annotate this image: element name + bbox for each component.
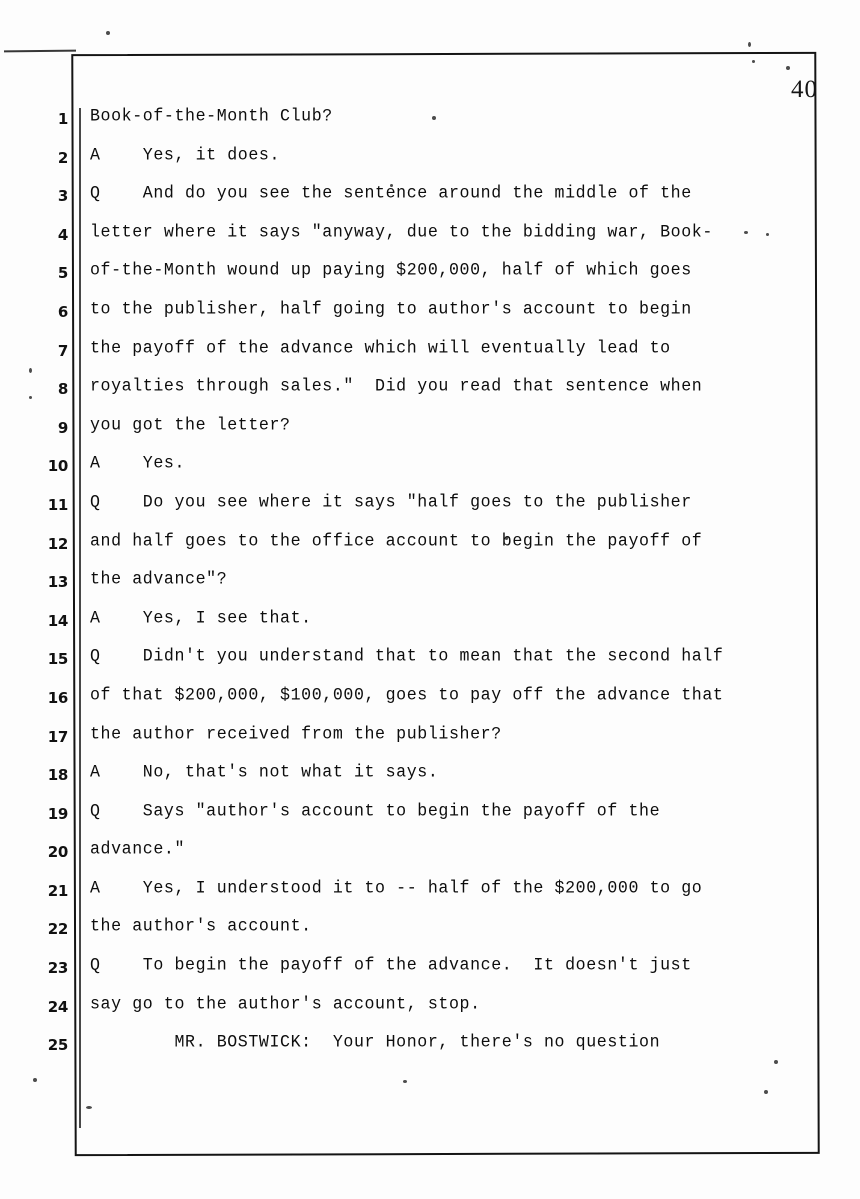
line-number: 21 <box>47 881 68 900</box>
transcript-line <box>0 104 860 143</box>
line-text: Q And do you see the sentence around the middle of the <box>90 183 692 203</box>
line-text: of that $200,000, $100,000, goes to pay off the advance that <box>90 684 724 705</box>
line-number: 16 <box>47 688 68 707</box>
transcript-line <box>0 914 860 953</box>
transcript-line <box>0 567 860 606</box>
page-number: 40 <box>791 76 818 103</box>
transcript-line <box>0 413 860 452</box>
transcript-body <box>0 104 860 1069</box>
scan-speck <box>33 1078 37 1082</box>
line-number: 22 <box>47 920 68 939</box>
transcript-line <box>0 683 860 722</box>
transcript-line <box>0 181 860 220</box>
line-number: 15 <box>47 650 68 669</box>
line-number: 20 <box>47 843 68 862</box>
transcript-line <box>0 258 860 297</box>
line-text: Book-of-the-Month Club? <box>90 106 333 126</box>
line-text: the payoff of the advance which will eventually lead to <box>90 337 671 358</box>
transcript-line <box>0 760 860 799</box>
line-text: Q To begin the payoff of the advance. It doesn't just <box>90 955 692 975</box>
line-text: say go to the author's account, stop. <box>90 993 481 1014</box>
line-number: 19 <box>47 804 68 823</box>
line-number: 8 <box>57 380 68 399</box>
line-text: A Yes, it does. <box>90 144 281 165</box>
line-number: 11 <box>47 495 68 514</box>
line-number: 1 <box>57 110 68 128</box>
line-number: 6 <box>57 302 68 321</box>
transcript-line <box>0 837 860 876</box>
transcript-line <box>0 336 860 375</box>
line-number: 17 <box>47 727 68 746</box>
scan-speck <box>106 31 110 35</box>
line-text: the advance"? <box>90 569 228 589</box>
transcript-line <box>0 722 860 761</box>
line-text: to the publisher, half going to author's account to begin <box>90 298 692 319</box>
line-text: royalties through sales." Did you read that sentence when <box>90 376 703 396</box>
transcript-line <box>0 529 860 568</box>
line-text: MR. BOSTWICK: Your Honor, there's no question <box>90 1032 661 1053</box>
line-text: A No, that's not what it says. <box>90 762 439 782</box>
line-number: 12 <box>47 534 68 553</box>
line-text: letter where it says "anyway, due to the bidding war, Book- <box>90 221 713 242</box>
scan-speck <box>748 42 751 47</box>
line-number: 25 <box>47 1036 68 1055</box>
transcript-line <box>0 1030 860 1069</box>
line-text: the author's account. <box>90 916 312 937</box>
line-number: 18 <box>47 766 68 785</box>
line-number: 10 <box>47 457 68 476</box>
line-text: the author received from the publisher? <box>90 723 502 744</box>
transcript-line <box>0 143 860 182</box>
line-number: 14 <box>47 611 68 630</box>
transcript-line <box>0 220 860 259</box>
line-number: 5 <box>57 264 68 283</box>
transcript-line <box>0 953 860 992</box>
transcript-line <box>0 297 860 336</box>
line-text: A Yes. <box>90 453 186 474</box>
frame-top-rule-extension <box>4 50 76 53</box>
line-text: and half goes to the office account to begin the payoff of <box>90 530 703 551</box>
line-number: 13 <box>47 573 68 592</box>
transcript-line <box>0 374 860 413</box>
transcript-line <box>0 799 860 838</box>
transcript-line <box>0 451 860 490</box>
line-number: 23 <box>47 959 68 978</box>
line-text: Q Didn't you understand that to mean that the second half <box>90 646 724 667</box>
line-text: Q Says "author's account to begin the payoff of the <box>90 800 661 821</box>
line-number: 9 <box>57 418 68 437</box>
line-number: 4 <box>57 225 68 244</box>
line-text: of-the-Month wound up paying $200,000, half of which goes <box>90 260 692 281</box>
transcript-line <box>0 876 860 915</box>
line-number: 2 <box>57 148 68 167</box>
line-text: A Yes, I see that. <box>90 607 312 628</box>
transcript-line <box>0 490 860 529</box>
line-text: advance." <box>90 839 186 860</box>
line-text: A Yes, I understood it to -- half of the $200,000 to go <box>90 877 703 898</box>
transcript-line <box>0 644 860 683</box>
line-number: 7 <box>57 341 68 360</box>
transcript-line <box>0 992 860 1031</box>
transcript-line <box>0 606 860 645</box>
line-number: 3 <box>57 187 68 206</box>
line-text: Q Do you see where it says "half goes to the publisher <box>90 491 692 512</box>
line-number: 24 <box>47 997 68 1016</box>
line-text: you got the letter? <box>90 414 291 435</box>
